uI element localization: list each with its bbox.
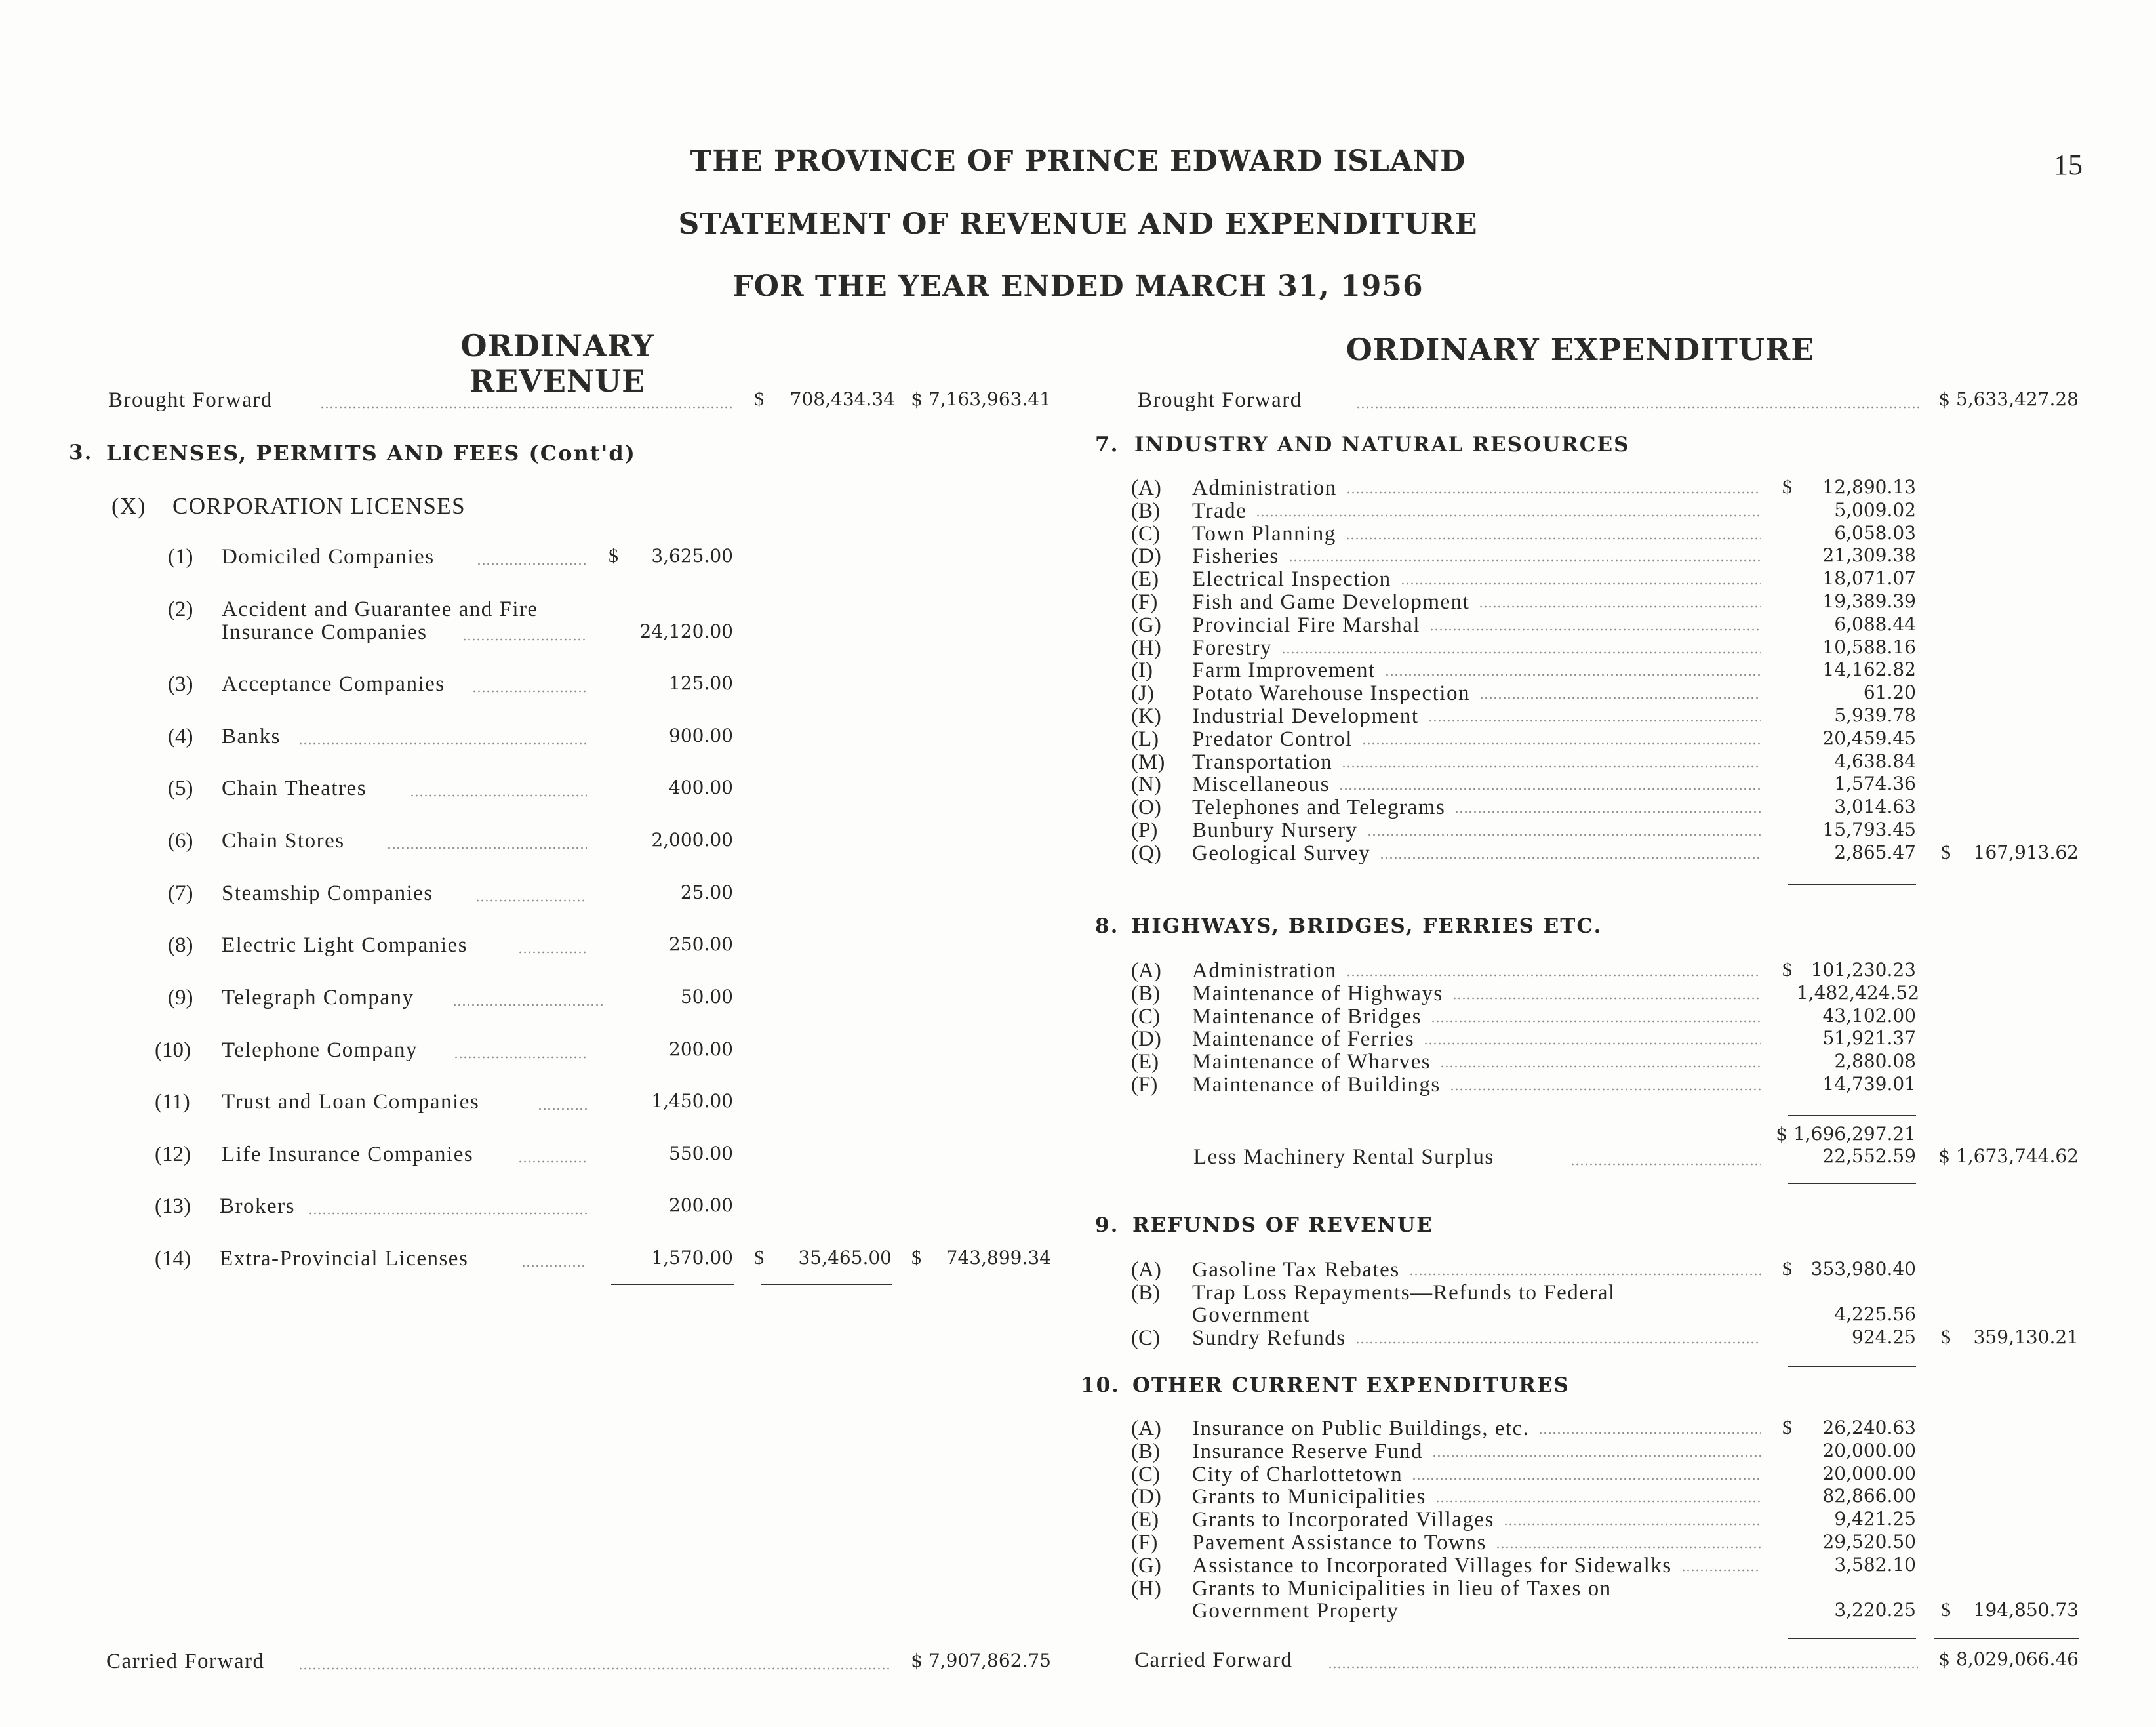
item-label: Grants to Incorporated Villages: [1192, 1508, 1494, 1532]
row-label: Less Machinery Rental Surplus: [1193, 1145, 1494, 1169]
currency-sign: $: [1941, 841, 1951, 863]
item-index: (1): [168, 545, 193, 569]
leader-dots: [1385, 673, 1761, 677]
leader-dots: [1570, 1162, 1761, 1166]
currency-sign: $: [911, 1247, 921, 1269]
section-title: INDUSTRY AND NATURAL RESOURCES: [1134, 433, 1630, 457]
item-index: (D): [1131, 544, 1161, 569]
item-index: (Q): [1131, 841, 1161, 865]
leader-dots: [1288, 559, 1761, 563]
item-label: Electric Light Companies: [222, 933, 468, 957]
item-index: (C): [1131, 1004, 1160, 1028]
section-title: HIGHWAYS, BRIDGES, FERRIES ETC.: [1131, 914, 1603, 938]
currency-sign: $: [1782, 476, 1792, 498]
total-amount: 359,130.21: [1973, 1326, 2079, 1349]
item-label: Acceptance Companies: [222, 672, 445, 696]
leader-dots: [1504, 1522, 1761, 1526]
leader-dots: [1412, 1477, 1761, 1481]
item-amount: 3,625.00: [651, 545, 733, 567]
expenditure-item: [0, 1073, 2098, 1097]
item-amount: 125.00: [669, 672, 733, 694]
item-index: (E): [1131, 1508, 1159, 1532]
section-7-heading: [0, 433, 1705, 459]
expenditure-item: [0, 499, 2098, 523]
section-8-heading: [0, 914, 1705, 941]
item-label: Telephone Company: [222, 1038, 418, 1062]
item-index: (7): [168, 882, 193, 905]
item-index: (E): [1131, 1050, 1159, 1074]
item-label: Maintenance of Ferries: [1192, 1027, 1415, 1051]
currency-sign: $: [754, 388, 764, 410]
item-index: (2): [168, 598, 193, 621]
item-amount: 4,638.84: [1834, 750, 1916, 772]
leader-dots: [1429, 628, 1761, 632]
leader-dots: [518, 950, 587, 954]
item-label: Town Planning: [1192, 521, 1336, 546]
item-amount: 18,071.07: [1822, 567, 1916, 590]
item-amount: 1,450.00: [651, 1090, 733, 1112]
item-index: (8): [168, 933, 193, 957]
item-amount: 14,739.01: [1822, 1073, 1916, 1095]
item-amount: 12,890.13: [1822, 476, 1916, 498]
item-amount: 3,220.25: [1834, 1598, 1916, 1621]
item-label-line2: Insurance Companies: [222, 620, 428, 644]
item-label: Assistance to Incorporated Villages for Sidewalks: [1192, 1553, 1672, 1577]
item-label: Maintenance of Buildings: [1192, 1073, 1441, 1097]
leader-dots: [1681, 1568, 1761, 1572]
expenditure-item: [0, 681, 2098, 705]
leader-dots: [1328, 1665, 1918, 1669]
total-amount: 743,899.34: [946, 1247, 1051, 1269]
subtotal-amount: 35,465.00: [798, 1247, 892, 1269]
item-label: Transportation: [1192, 750, 1333, 774]
currency-sign: $: [754, 1247, 764, 1269]
item-label: Forestry: [1192, 636, 1272, 660]
item-label: Extra-Provincial Licenses: [220, 1247, 469, 1270]
item-index: (9): [168, 986, 193, 1009]
header-title: THE PROVINCE OF PRINCE EDWARD ISLAND: [690, 144, 1466, 178]
subsection-title: CORPORATION LICENSES: [172, 493, 466, 519]
item-index: (M): [1131, 750, 1165, 774]
underline-rule: [1934, 1638, 2079, 1639]
item-index: (L): [1131, 727, 1159, 751]
item-label: Chain Theatres: [222, 777, 367, 800]
leader-dots: [1367, 833, 1761, 837]
underline-rule: [1788, 1638, 1916, 1639]
item-label: Administration: [1192, 476, 1337, 500]
item-label: Pavement Assistance to Towns: [1192, 1531, 1487, 1554]
item-label: Fisheries: [1192, 544, 1279, 569]
currency-sign: $: [1941, 1598, 1951, 1621]
item-label: Electrical Inspection: [1192, 567, 1391, 592]
leader-dots: [1435, 1499, 1761, 1503]
item-label: Chain Stores: [222, 829, 345, 853]
item-index: (P): [1131, 819, 1158, 842]
item-label: Accident and Guarantee and Fire: [222, 598, 538, 621]
item-index: (14): [155, 1247, 191, 1270]
item-label: Life Insurance Companies: [222, 1143, 474, 1166]
expenditure-item: [0, 819, 2098, 842]
item-amount: 15,793.45: [1822, 819, 1916, 840]
section-number: 7.: [1095, 433, 1119, 457]
expenditure-item: [0, 1050, 2098, 1074]
expenditure-item: [0, 1577, 2098, 1623]
item-index: (3): [168, 672, 193, 696]
section-number: 10.: [1081, 1373, 1120, 1397]
leader-dots: [1432, 1454, 1761, 1458]
item-index: (B): [1131, 498, 1160, 523]
item-amount: 250.00: [669, 933, 733, 955]
expenditure-brought-forward-row: [0, 388, 2098, 415]
expenditure-item: [0, 1281, 2098, 1327]
currency-sign: $: [1782, 959, 1792, 981]
section-title: OTHER CURRENT EXPENDITURES: [1132, 1373, 1570, 1397]
item-label: Sundry Refunds: [1192, 1326, 1346, 1351]
item-label-line2: Government: [1192, 1303, 1310, 1327]
item-amount: 5,939.78: [1834, 704, 1916, 726]
item-label: Brokers: [220, 1194, 295, 1218]
item-label: Insurance Reserve Fund: [1192, 1439, 1423, 1463]
row-label: Carried Forward: [1134, 1648, 1293, 1672]
leader-dots: [1362, 742, 1761, 746]
item-amount: 1,570.00: [651, 1247, 733, 1269]
item-label: Fish and Game Development: [1192, 590, 1470, 614]
item-amount: 400.00: [669, 777, 733, 798]
item-amount: 6,088.44: [1834, 613, 1916, 635]
item-label: Potato Warehouse Inspection: [1192, 681, 1470, 706]
item-amount: 3,014.63: [1834, 796, 1916, 818]
item-amount: 25.00: [680, 882, 733, 903]
item-index: (G): [1131, 613, 1161, 637]
item-label: Gasoline Tax Rebates: [1192, 1258, 1400, 1282]
leader-dots: [1356, 405, 1921, 409]
underline-rule: [1788, 884, 1916, 885]
expenditure-item: [0, 1258, 2098, 1282]
item-label-line2: Government Property: [1192, 1598, 1399, 1623]
item-index: (G): [1131, 1553, 1161, 1577]
expenditure-item: [0, 727, 2098, 751]
row-total: $ 7,907,862.75: [911, 1650, 1051, 1671]
item-index: (12): [155, 1143, 191, 1166]
row-label: Brought Forward: [1138, 388, 1302, 412]
item-amount: 353,980.40: [1810, 1258, 1916, 1280]
section-number: 8.: [1095, 914, 1119, 938]
item-label: Geological Survey: [1192, 841, 1371, 865]
currency-sign: $: [609, 545, 618, 567]
item-amount: 2,000.00: [651, 829, 733, 851]
item-amount: 82,866.00: [1822, 1485, 1916, 1507]
leader-dots: [475, 899, 587, 903]
item-index: (F): [1131, 1073, 1158, 1097]
item-amount: 2,880.08: [1834, 1050, 1916, 1072]
expenditure-item: [0, 659, 2098, 682]
item-label: Administration: [1192, 959, 1337, 983]
item-index: (4): [168, 725, 193, 748]
leader-dots: [1538, 1431, 1761, 1435]
leader-dots: [1431, 1019, 1761, 1023]
section-10-heading: [0, 1373, 1705, 1400]
item-index: (13): [155, 1194, 191, 1218]
leader-dots: [1452, 996, 1761, 1000]
expenditure-item: [0, 1417, 2098, 1440]
item-amount: 924.25: [1852, 1326, 1916, 1349]
revenue-item-7: [0, 882, 754, 908]
item-label: Grants to Municipalities: [1192, 1485, 1426, 1509]
item-amount: 61.20: [1863, 681, 1916, 704]
item-amount: 6,058.03: [1834, 521, 1916, 544]
expenditure-item: [0, 1554, 2098, 1577]
item-index: (C): [1131, 1462, 1160, 1486]
item-label: Provincial Fire Marshal: [1192, 613, 1420, 637]
item-label: Insurance on Public Buildings, etc.: [1192, 1417, 1530, 1440]
item-amount: 20,000.00: [1822, 1439, 1916, 1461]
leader-dots: [538, 1107, 587, 1111]
item-index: (O): [1131, 796, 1161, 820]
expenditure-item: [0, 567, 2098, 591]
item-index: (K): [1131, 704, 1161, 728]
subsection-index: (X): [111, 493, 147, 519]
item-amount: 5,009.02: [1834, 498, 1916, 521]
section-number: 9.: [1095, 1213, 1119, 1237]
expenditure-item: [0, 476, 2098, 500]
expenditure-item: [0, 1531, 2098, 1554]
leader-dots: [1424, 1042, 1761, 1046]
item-amount: 9,421.25: [1834, 1508, 1916, 1530]
item-amount: 14,162.82: [1822, 659, 1916, 681]
expenditure-item: [0, 750, 2098, 774]
item-amount: 24,120.00: [639, 620, 733, 642]
item-index: (F): [1131, 1531, 1158, 1554]
item-amount: 26,240.63: [1822, 1417, 1916, 1438]
expenditure-item: [0, 773, 2098, 796]
item-index: (H): [1131, 1576, 1161, 1600]
item-index: (A): [1131, 959, 1161, 983]
item-label: Steamship Companies: [222, 882, 433, 905]
item-amount: 1,574.36: [1834, 773, 1916, 795]
expenditure-item: [0, 522, 2098, 546]
leader-dots: [1409, 1272, 1761, 1276]
item-index: (C): [1131, 521, 1160, 546]
leader-dots: [1479, 605, 1761, 609]
subtotal-amount: $ 1,696,297.21: [1776, 1123, 1916, 1145]
leader-dots: [1346, 537, 1761, 540]
expenditure-item: [0, 544, 2098, 568]
item-amount: 51,921.37: [1822, 1027, 1916, 1049]
total-amount: 194,850.73: [1973, 1598, 2079, 1621]
item-label: Banks: [222, 725, 281, 748]
item-label: Maintenance of Highways: [1192, 981, 1443, 1006]
item-label: Trap Loss Repayments—Refunds to Federal: [1192, 1280, 1616, 1305]
item-amount: 22,552.59: [1822, 1145, 1916, 1167]
item-label: Trade: [1192, 498, 1247, 523]
item-amount: 29,520.50: [1822, 1531, 1916, 1553]
leader-dots: [1380, 856, 1761, 860]
item-amount: 19,389.39: [1822, 590, 1916, 612]
item-amount: 10,588.16: [1822, 636, 1916, 658]
expenditure-carried-forward-row: [0, 1648, 2098, 1675]
item-amount: 3,582.10: [1834, 1553, 1916, 1575]
item-index: (F): [1131, 590, 1158, 614]
expenditure-item: [0, 636, 2098, 660]
total-amount: $ 1,673,744.62: [1938, 1145, 2079, 1167]
item-label: Farm Improvement: [1192, 659, 1376, 683]
item-amount: 2,865.47: [1834, 841, 1916, 863]
item-label: Bunbury Nursery: [1192, 819, 1358, 842]
expenditure-item: [0, 1440, 2098, 1463]
row-total: $ 8,029,066.46: [1938, 1648, 2079, 1670]
expenditure-item: [0, 704, 2098, 728]
section-title: LICENSES, PERMITS AND FEES (Cont'd): [106, 441, 636, 466]
item-index: (B): [1131, 1439, 1160, 1463]
item-index: (A): [1131, 1258, 1161, 1282]
item-index: (10): [155, 1038, 191, 1062]
leader-dots: [1428, 719, 1761, 723]
item-index: (J): [1131, 681, 1154, 706]
leader-dots: [1401, 582, 1761, 586]
item-amount: 43,102.00: [1822, 1004, 1916, 1026]
item-amount: 20,459.45: [1822, 727, 1916, 749]
item-index: (B): [1131, 981, 1160, 1006]
leader-dots: [1342, 765, 1761, 769]
header-subtitle: STATEMENT OF REVENUE AND EXPENDITURE: [678, 207, 1478, 241]
item-index: (D): [1131, 1485, 1161, 1509]
total-amount: 167,913.62: [1973, 841, 2079, 863]
leader-dots: [1440, 1065, 1761, 1068]
item-amount: 900.00: [669, 725, 733, 746]
item-label: Telegraph Company: [222, 986, 414, 1009]
row-amount: 708,434.34: [789, 388, 895, 410]
expenditure-item: [0, 1463, 2098, 1486]
expenditure-item: [0, 1005, 2098, 1028]
expenditure-item: [0, 842, 2098, 865]
item-amount: 1,482,424.52: [1797, 981, 1920, 1004]
item-index: (6): [168, 829, 193, 853]
leader-dots: [1339, 787, 1761, 791]
underline-rule: [1788, 1183, 1916, 1184]
item-index: (A): [1131, 1417, 1161, 1440]
item-index: (N): [1131, 773, 1161, 797]
item-label: Domiciled Companies: [222, 545, 435, 569]
expenditure-item: [0, 1508, 2098, 1532]
expenditure-item: [0, 1326, 2098, 1350]
currency-sign: $: [1941, 1326, 1951, 1349]
leader-dots: [1454, 810, 1761, 814]
item-index: (D): [1131, 1027, 1161, 1051]
item-index: (A): [1131, 476, 1161, 500]
item-label: Miscellaneous: [1192, 773, 1330, 797]
item-index: (I): [1131, 659, 1153, 683]
expenditure-item: [0, 1485, 2098, 1509]
item-amount: 200.00: [669, 1038, 733, 1060]
section-9-heading: [0, 1213, 1705, 1240]
item-label: Maintenance of Wharves: [1192, 1050, 1431, 1074]
leader-dots: [1256, 514, 1761, 518]
item-label: City of Charlottetown: [1192, 1462, 1403, 1486]
item-label: Trust and Loan Companies: [222, 1090, 480, 1114]
item-label: Maintenance of Bridges: [1192, 1004, 1422, 1028]
expenditure-item: [0, 1027, 2098, 1051]
row-label: Brought Forward: [108, 388, 273, 412]
leader-dots: [1450, 1087, 1761, 1091]
item-index: (C): [1131, 1326, 1160, 1351]
item-amount: 21,309.38: [1822, 544, 1916, 567]
row-total: $ 7,163,963.41: [911, 388, 1051, 410]
item-label: Predator Control: [1192, 727, 1353, 751]
header-period: FOR THE YEAR ENDED MARCH 31, 1956: [732, 270, 1424, 303]
expenditure-item: [0, 590, 2098, 614]
expenditure-item: [0, 613, 2098, 637]
leader-dots: [1346, 973, 1761, 977]
underline-rule: [1788, 1115, 1916, 1116]
page-number: 15: [2054, 149, 2083, 181]
item-amount: 550.00: [669, 1143, 733, 1164]
item-index: (5): [168, 777, 193, 800]
expenditure-item: [0, 796, 2098, 819]
item-amount: 4,225.56: [1834, 1303, 1916, 1325]
revenue-title: ORDINARY REVENUE: [460, 328, 654, 399]
expenditure-title: ORDINARY EXPENDITURE: [1346, 332, 1815, 367]
section-8-less-row: [0, 1145, 2098, 1171]
item-index: (11): [155, 1090, 190, 1114]
item-amount: 50.00: [680, 986, 733, 1007]
item-index: (E): [1131, 567, 1159, 592]
leader-dots: [1281, 651, 1761, 655]
item-label: Telephones and Telegrams: [1192, 796, 1446, 820]
item-index: (H): [1131, 636, 1161, 660]
row-label: Carried Forward: [106, 1650, 265, 1673]
section-number: 3.: [69, 441, 93, 464]
currency-sign: $: [1782, 1258, 1792, 1280]
leader-dots: [1346, 491, 1761, 495]
row-total: $ 5,633,427.28: [1938, 388, 2079, 410]
item-label: Industrial Development: [1192, 704, 1419, 728]
leader-dots: [1355, 1341, 1761, 1345]
leader-dots: [1479, 696, 1761, 700]
section-title: REFUNDS OF REVENUE: [1132, 1213, 1433, 1237]
expenditure-item: [0, 959, 2098, 983]
item-amount: 20,000.00: [1822, 1462, 1916, 1484]
leader-dots: [1496, 1545, 1761, 1549]
item-label: Grants to Municipalities in lieu of Taxes on: [1192, 1576, 1612, 1600]
item-amount: 200.00: [669, 1194, 733, 1216]
expenditure-item: [0, 982, 2098, 1006]
underline-rule: [1788, 1366, 1916, 1367]
item-amount: 101,230.23: [1810, 959, 1916, 981]
currency-sign: $: [1782, 1417, 1792, 1438]
item-index: (B): [1131, 1280, 1160, 1305]
